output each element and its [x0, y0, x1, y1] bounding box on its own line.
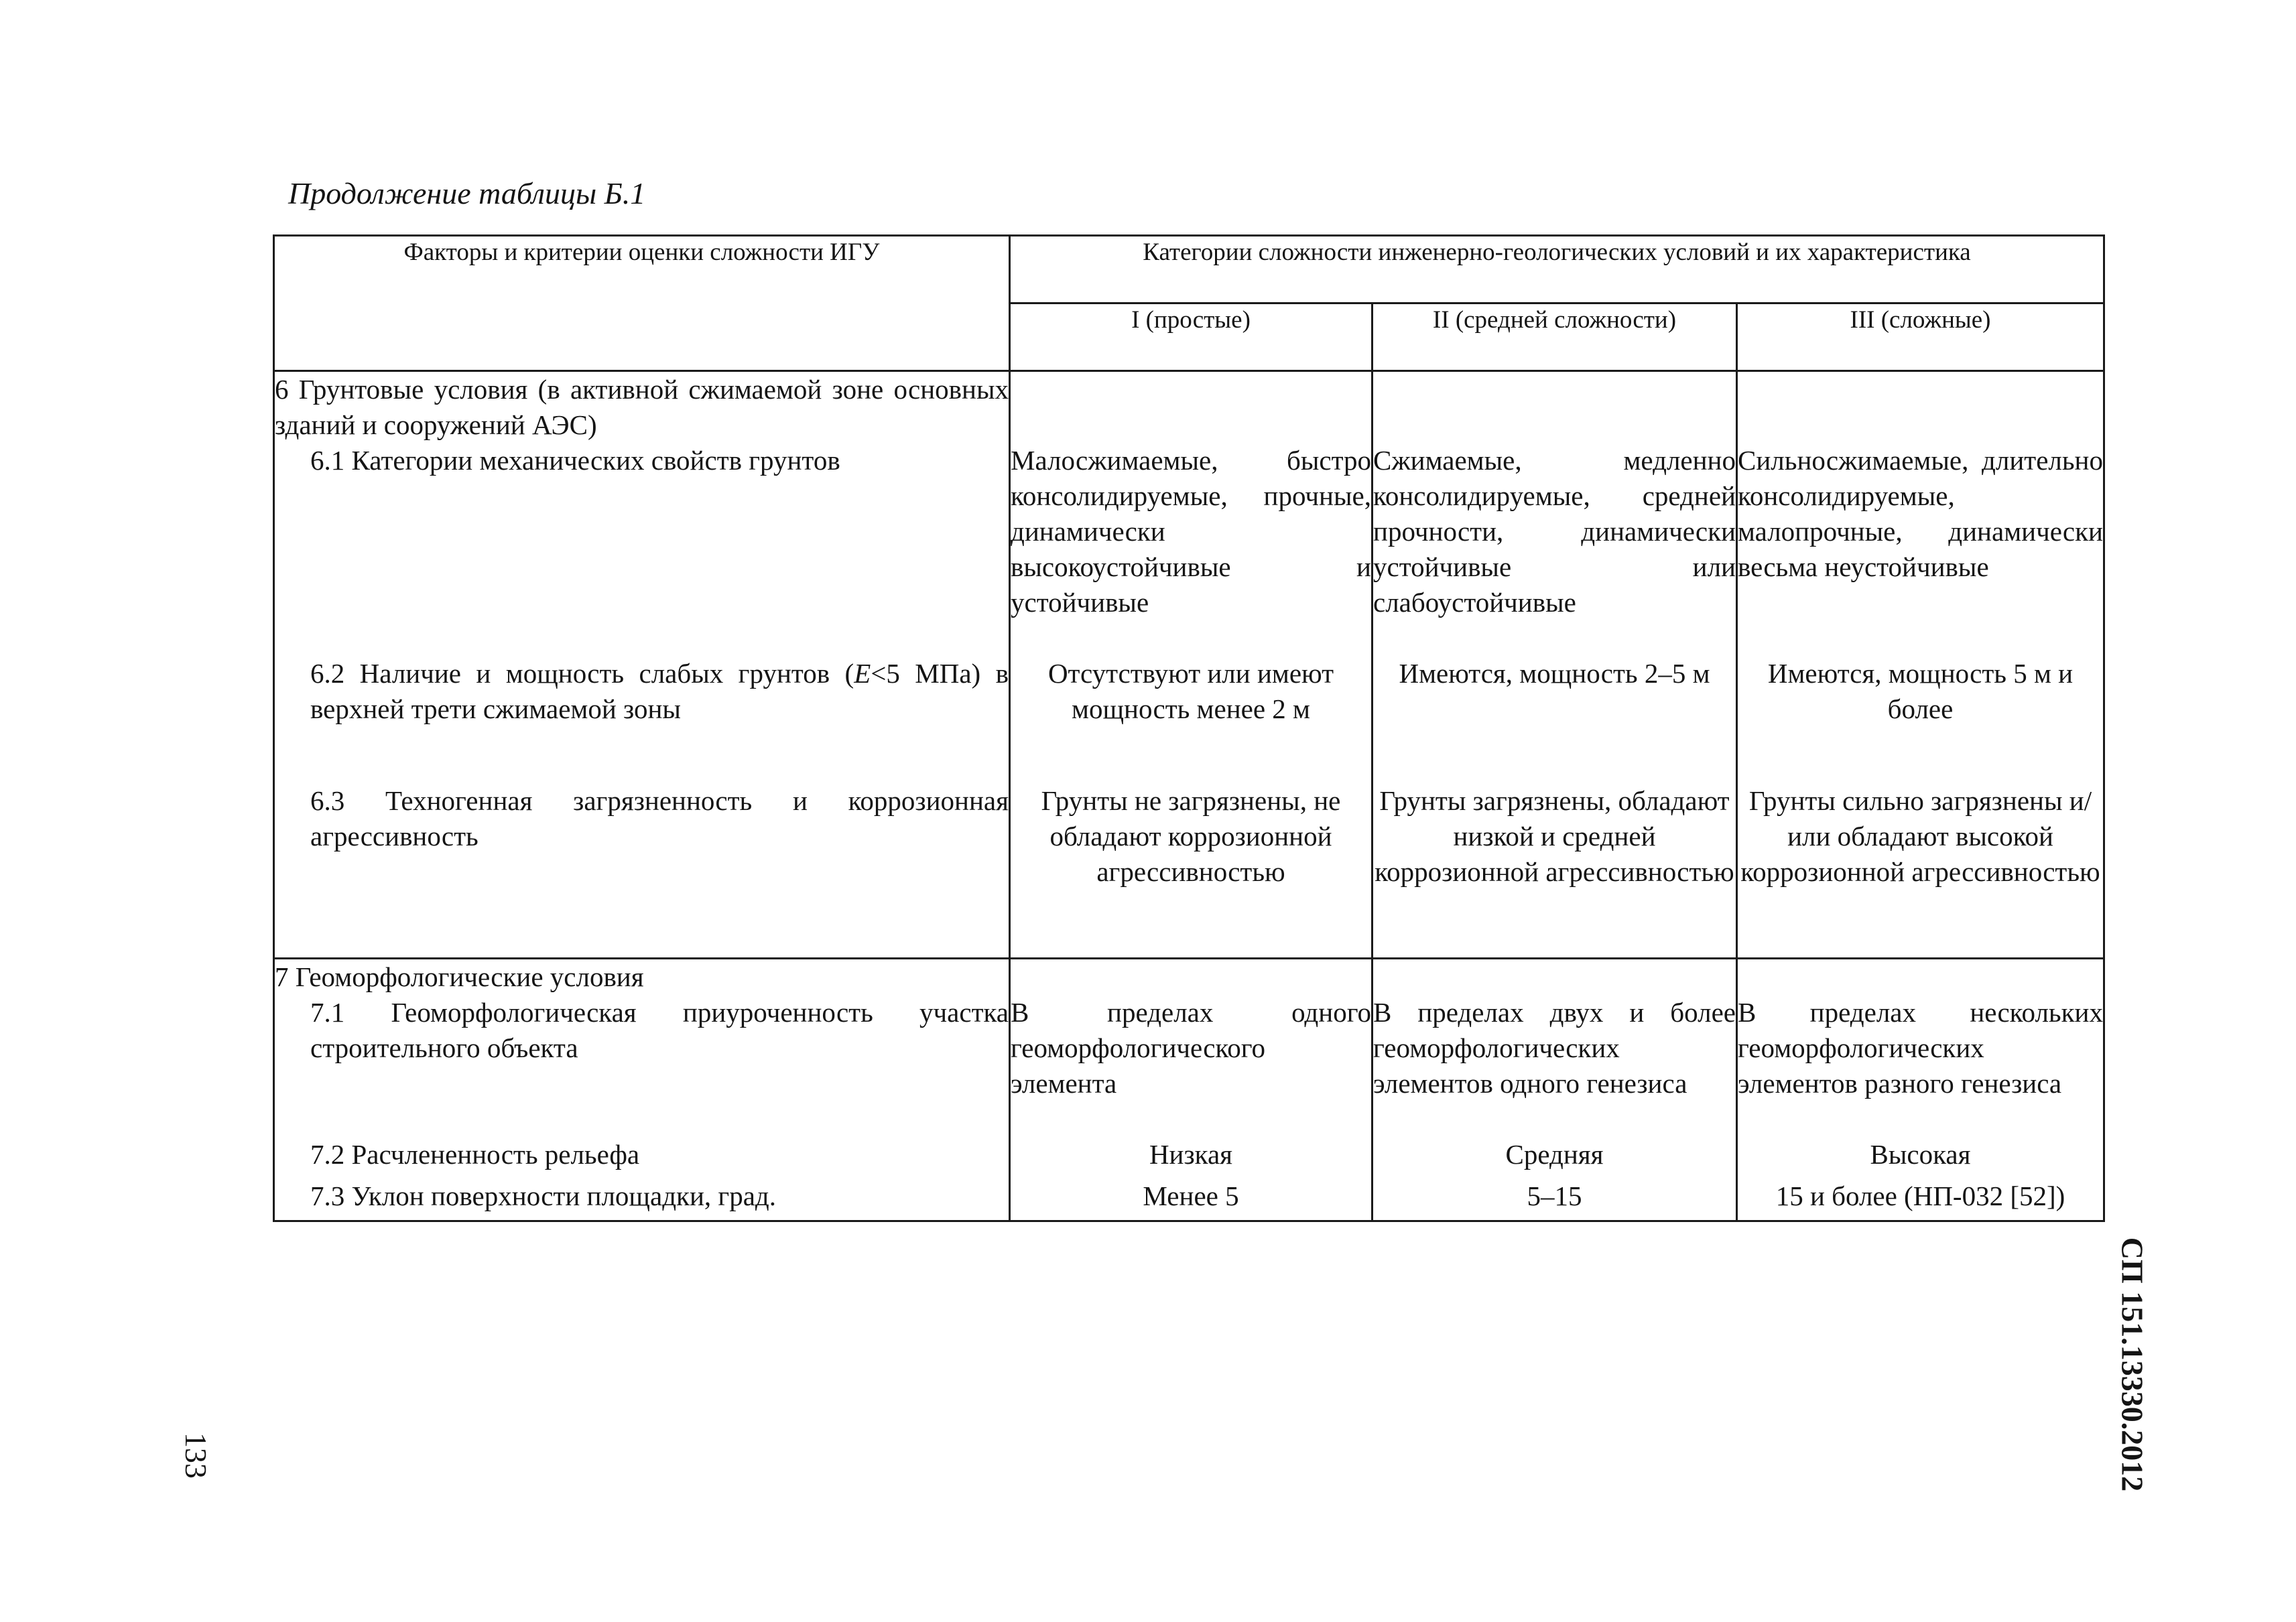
- row-6-3-cat1: Грунты не загрязнены, не обладают коррозионной агрессивностью: [1041, 785, 1341, 887]
- section-6-factors: [274, 371, 1010, 959]
- section-6-cat3: [1737, 371, 2104, 959]
- row-6-3-label: 6.3 Техногенная загрязненность и коррозионная агрессивность: [310, 785, 1009, 852]
- row-6-1-cat2: Сжимаемые, медленно консолидируемые, средней прочности, динамически устойчивые или слабоустойчивые: [1373, 445, 1736, 618]
- row-6-1-cat3: Сильносжимаемые, длительно консолидируемые, малопрочные, динамически весьма неустойчивые: [1738, 445, 2103, 582]
- row-7-2-cat1: Низкая: [1149, 1139, 1233, 1170]
- row-7-2-cat3: Высокая: [1870, 1139, 1971, 1170]
- complexity-table: [273, 234, 2105, 1222]
- row-6-3-cat3: Грунты сильно загрязнены и/или обладают высокой коррозионной агрессивностью: [1740, 785, 2100, 887]
- header-category-3: III (сложные): [1737, 303, 2104, 371]
- section-7-title: 7 Геоморфологические условия: [275, 961, 644, 992]
- section-7-cat1: [1010, 959, 1373, 1221]
- row-6-1-label: 6.1 Категории механических свойств грунтов: [310, 445, 840, 476]
- row-7-1-cat1: В пределах одного геоморфологического элемента: [1011, 997, 1371, 1099]
- row-7-1-cat2: В пределах двух и более геоморфологических элементов одного генезиса: [1373, 997, 1736, 1099]
- page-number: 133: [179, 1432, 213, 1479]
- row-7-3-label: 7.3 Уклон поверхности площадки, град.: [310, 1180, 777, 1211]
- row-6-3-cat2: Грунты загрязнены, обладают низкой и средней коррозионной агрессивностью: [1375, 785, 1734, 887]
- section-7-cat3: [1737, 959, 2104, 1221]
- row-7-1-label: 7.1 Геоморфологическая приуроченность участка строительного объекта: [310, 997, 1009, 1063]
- row-6-2-cat1: Отсутствуют или имеют мощность менее 2 м: [1047, 658, 1334, 724]
- row-7-3-cat1: Менее 5: [1143, 1180, 1239, 1211]
- section-6-cat2: [1373, 371, 1737, 959]
- section-7-cat2: [1373, 959, 1737, 1221]
- section-7-factors: [274, 959, 1010, 1221]
- row-6-2-cat3: Имеются, мощность 5 м и более: [1767, 658, 2074, 724]
- row-6-1-cat1: Малосжимаемые, быстро консолидируемые, прочные, динамически высокоустойчивые и устойчивые: [1011, 445, 1371, 618]
- row-6-2-cat2: Имеются, мощность 2–5 м: [1399, 658, 1710, 689]
- row-7-1-cat3: В пределах нескольких геоморфологических элементов разного генезиса: [1738, 997, 2103, 1099]
- header-category-2: II (средней сложности): [1373, 303, 1737, 371]
- row-7-2-cat2: Средняя: [1505, 1139, 1604, 1170]
- section-6-row: [274, 371, 2104, 959]
- header-categories: Категории сложности инженерно-геологических условий и их характеристика: [1010, 236, 2104, 303]
- row-7-2-label: 7.2 Расчлененность рельефа: [310, 1139, 640, 1170]
- table-caption: Продолжение таблицы Б.1: [288, 176, 646, 210]
- section-7-row: [274, 959, 2104, 1221]
- header-category-1: I (простые): [1010, 303, 1373, 371]
- section-6-title: 6 Грунтовые условия (в активной сжимаемой зоне основных зданий и сооружений АЭС): [275, 374, 1009, 440]
- document-code: СП 151.13330.2012: [2115, 1237, 2150, 1492]
- section-6-cat1: [1010, 371, 1373, 959]
- row-7-3-cat2: 5–15: [1527, 1180, 1582, 1211]
- row-6-2-label: 6.2 Наличие и мощность слабых грунтов (E<5 МПа) в верхней трети сжимаемой зоны: [310, 658, 1009, 724]
- header-factors: Факторы и критерии оценки сложности ИГУ: [274, 236, 1010, 371]
- row-7-3-cat3: 15 и более (НП-032 [52]): [1775, 1180, 2065, 1211]
